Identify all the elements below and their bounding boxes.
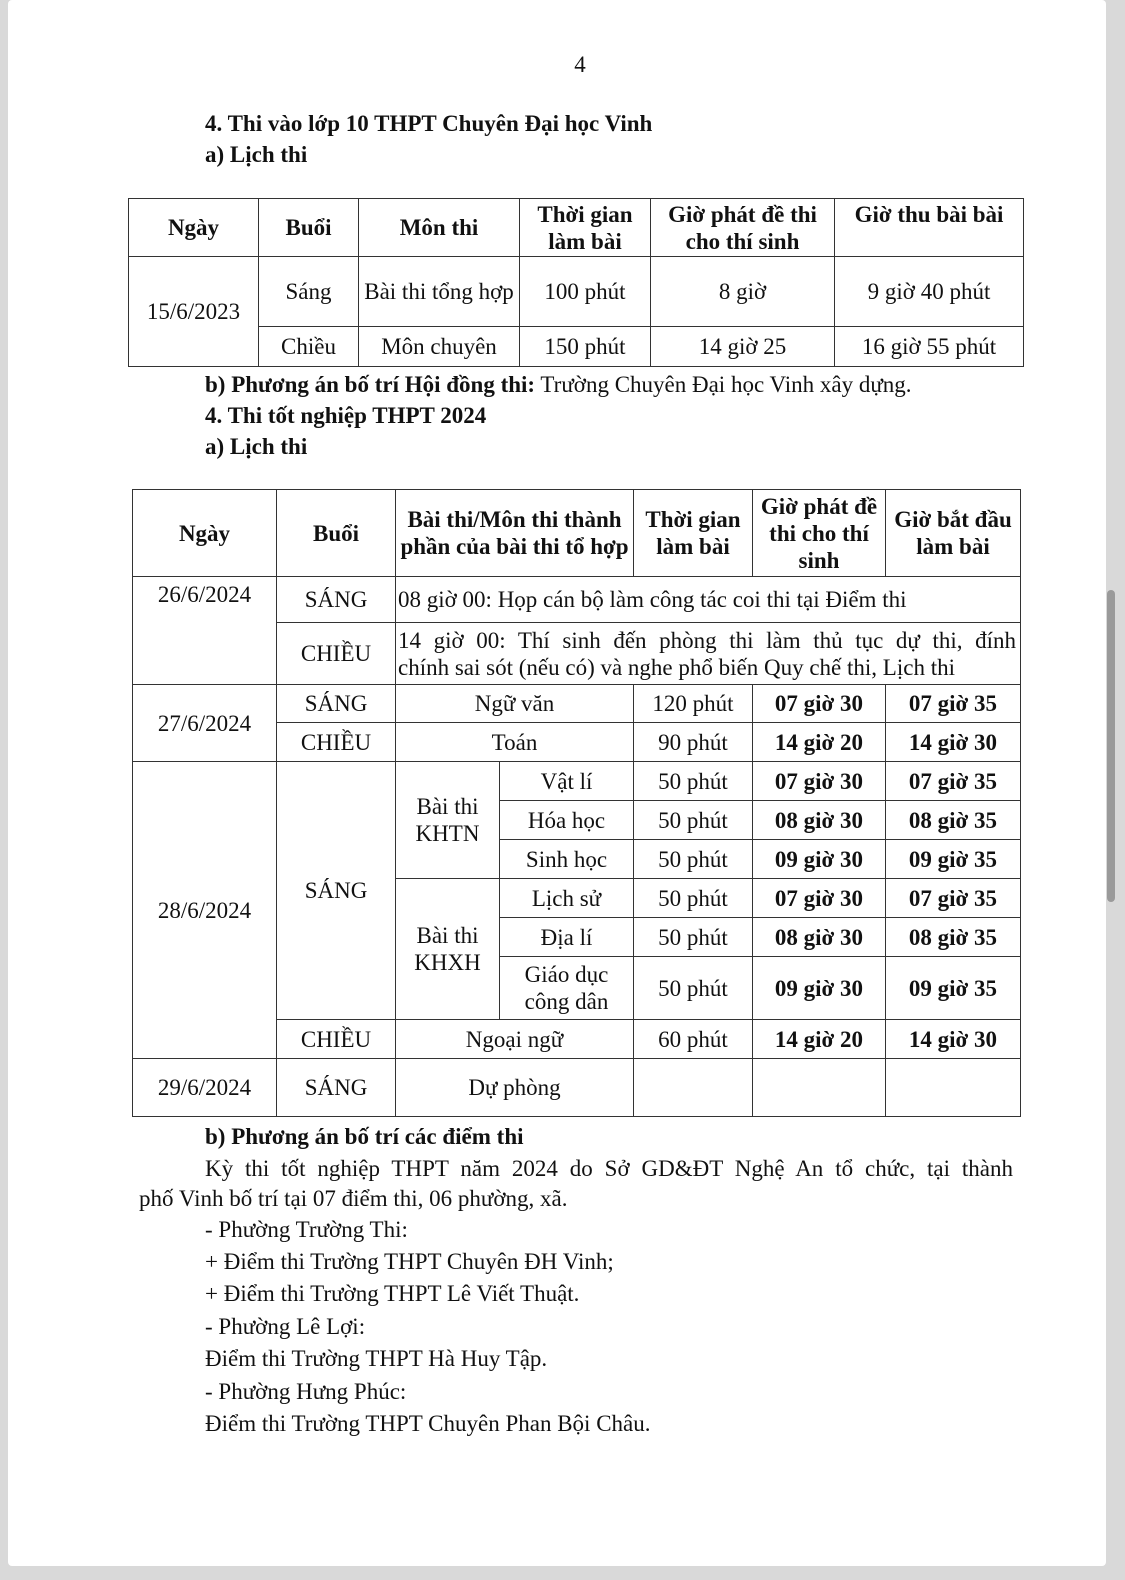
col-header-duration: Thời gian làm bài xyxy=(520,199,651,257)
start-time-cell: 09 giờ 35 xyxy=(886,840,1021,879)
duration-cell: 100 phút xyxy=(520,257,651,327)
date-cell: 27/6/2024 xyxy=(133,685,277,762)
list-item: + Điểm thi Trường THPT Chuyên ĐH Vinh; xyxy=(205,1249,614,1274)
issue-time-cell: 09 giờ 30 xyxy=(753,957,886,1020)
section1-sub-b-label: b) Phương án bố trí Hội đồng thi: xyxy=(205,372,536,397)
collect-time-cell: 9 giờ 40 phút xyxy=(835,257,1024,327)
col-header-session: Buổi xyxy=(259,199,359,257)
table-row xyxy=(133,577,1021,623)
collect-time-cell: 16 giờ 55 phút xyxy=(835,327,1024,367)
session-cell: SÁNG xyxy=(277,762,396,1020)
start-time-cell: 07 giờ 35 xyxy=(886,879,1021,918)
duration-cell: 50 phút xyxy=(634,918,753,957)
section1-heading: 4. Thi vào lớp 10 THPT Chuyên Đại học Vinh xyxy=(205,111,653,136)
issue-time-cell: 09 giờ 30 xyxy=(753,840,886,879)
subject-cell: Môn chuyên xyxy=(359,327,520,367)
table-row xyxy=(129,257,1024,327)
table-row xyxy=(133,1059,1021,1117)
note-line-1: 14 giờ 00: Thí sinh đến phòng thi làm thủ tục dự thi, đính xyxy=(398,627,1016,653)
duration-cell: 90 phút xyxy=(634,723,753,762)
start-time-cell: 14 giờ 30 xyxy=(886,723,1021,762)
section1-sub-b xyxy=(205,372,912,398)
group-label-khtn: Bài thi KHTN xyxy=(396,762,500,879)
subject-cell: Vật lí xyxy=(500,762,634,801)
col-header-start-time: Giờ bắt đầu làm bài xyxy=(886,490,1021,577)
note-cell: 08 giờ 00: Họp cán bộ làm công tác coi thi tại Điểm thi xyxy=(396,577,1021,623)
issue-time-cell: 14 giờ 20 xyxy=(753,723,886,762)
list-item: + Điểm thi Trường THPT Lê Viết Thuật. xyxy=(205,1281,580,1306)
subject-cell: Ngoại ngữ xyxy=(396,1020,634,1059)
session-cell: CHIỀU xyxy=(277,623,396,685)
date-cell: 29/6/2024 xyxy=(133,1059,277,1117)
duration-cell: 150 phút xyxy=(520,327,651,367)
table-row xyxy=(133,685,1021,723)
subject-cell: Toán xyxy=(396,723,634,762)
duration-cell: 50 phút xyxy=(634,801,753,840)
issue-time-cell xyxy=(753,1059,886,1117)
subject-cell: Lịch sử xyxy=(500,879,634,918)
col-header-issue-time: Giờ phát đề thi cho thí sinh xyxy=(651,199,835,257)
duration-cell: 50 phút xyxy=(634,840,753,879)
date-cell: 28/6/2024 xyxy=(133,762,277,1059)
section1-sub-b-text: Trường Chuyên Đại học Vinh xây dựng. xyxy=(535,372,912,397)
list-item: - Phường Trường Thi: xyxy=(205,1217,408,1242)
list-item: Điểm thi Trường THPT Hà Huy Tập. xyxy=(205,1346,548,1371)
col-header-session: Buổi xyxy=(277,490,396,577)
list-item: - Phường Hưng Phúc: xyxy=(205,1379,407,1404)
section1-sub-a: a) Lịch thi xyxy=(205,142,308,167)
paragraph-line-1-text: Kỳ thi tốt nghiệp THPT năm 2024 do Sở GD&ĐT Nghệ An tổ chức, tại thành xyxy=(205,1156,1013,1181)
list-item: - Phường Lê Lợi: xyxy=(205,1314,366,1339)
issue-time-cell: 07 giờ 30 xyxy=(753,879,886,918)
start-time-cell: 07 giờ 35 xyxy=(886,685,1021,723)
section2-sub-b: b) Phương án bố trí các điểm thi xyxy=(205,1124,524,1149)
subject-cell: Địa lí xyxy=(500,918,634,957)
issue-time-cell: 14 giờ 25 xyxy=(651,327,835,367)
issue-time-cell: 07 giờ 30 xyxy=(753,762,886,801)
table-row xyxy=(129,327,1024,367)
col-header-date: Ngày xyxy=(133,490,277,577)
duration-cell xyxy=(634,1059,753,1117)
duration-cell: 50 phút xyxy=(634,879,753,918)
group-label-khxh: Bài thi KHXH xyxy=(396,879,500,1020)
issue-time-cell: 14 giờ 20 xyxy=(753,1020,886,1059)
note-cell xyxy=(396,623,1021,685)
col-header-duration: Thời gian làm bài xyxy=(634,490,753,577)
issue-time-cell: 08 giờ 30 xyxy=(753,801,886,840)
date-cell: 26/6/2024 xyxy=(133,577,277,685)
subject-cell: Bài thi tổng hợp xyxy=(359,257,520,327)
date-cell: 15/6/2023 xyxy=(129,257,259,367)
section2-sub-a: a) Lịch thi xyxy=(205,434,308,459)
subject-cell: Hóa học xyxy=(500,801,634,840)
issue-time-cell: 8 giờ xyxy=(651,257,835,327)
start-time-cell: 08 giờ 35 xyxy=(886,918,1021,957)
start-time-cell: 08 giờ 35 xyxy=(886,801,1021,840)
duration-cell: 120 phút xyxy=(634,685,753,723)
col-header-collect-time: Giờ thu bài bài xyxy=(835,199,1024,257)
col-header-subject: Môn thi xyxy=(359,199,520,257)
session-cell: Chiều xyxy=(259,327,359,367)
exam-schedule-table-2023 xyxy=(128,198,1024,367)
col-header-date: Ngày xyxy=(129,199,259,257)
session-cell: Sáng xyxy=(259,257,359,327)
subject-cell: Giáo dục công dân xyxy=(500,957,634,1020)
section2-heading: 4. Thi tốt nghiệp THPT 2024 xyxy=(205,403,487,428)
col-header-issue-time: Giờ phát đề thi cho thí sinh xyxy=(753,490,886,577)
start-time-cell: 07 giờ 35 xyxy=(886,762,1021,801)
col-header-subject: Bài thi/Môn thi thành phần của bài thi tổ hợp xyxy=(396,490,634,577)
paragraph-line-1 xyxy=(205,1156,1013,1182)
paragraph-line-2: phố Vinh bố trí tại 07 điểm thi, 06 phường, xã. xyxy=(139,1186,568,1211)
session-cell: CHIỀU xyxy=(277,723,396,762)
subject-cell: Ngữ văn xyxy=(396,685,634,723)
duration-cell: 50 phút xyxy=(634,957,753,1020)
start-time-cell: 14 giờ 30 xyxy=(886,1020,1021,1059)
table-row xyxy=(133,762,1021,801)
exam-schedule-table-2024 xyxy=(132,489,1021,1117)
subject-cell: Dự phòng xyxy=(396,1059,634,1117)
session-cell: SÁNG xyxy=(277,1059,396,1117)
duration-cell: 60 phút xyxy=(634,1020,753,1059)
issue-time-cell: 07 giờ 30 xyxy=(753,685,886,723)
page-number: 4 xyxy=(574,52,586,77)
note-line-2: chính sai sót (nếu có) và nghe phổ biến Quy chế thi, Lịch thi xyxy=(398,654,955,680)
session-cell: SÁNG xyxy=(277,577,396,623)
duration-cell: 50 phút xyxy=(634,762,753,801)
session-cell: SÁNG xyxy=(277,685,396,723)
start-time-cell: 09 giờ 35 xyxy=(886,957,1021,1020)
list-item: Điểm thi Trường THPT Chuyên Phan Bội Châu. xyxy=(205,1411,651,1436)
session-cell: CHIỀU xyxy=(277,1020,396,1059)
start-time-cell xyxy=(886,1059,1021,1117)
subject-cell: Sinh học xyxy=(500,840,634,879)
scrollbar[interactable] xyxy=(1107,590,1115,902)
issue-time-cell: 08 giờ 30 xyxy=(753,918,886,957)
